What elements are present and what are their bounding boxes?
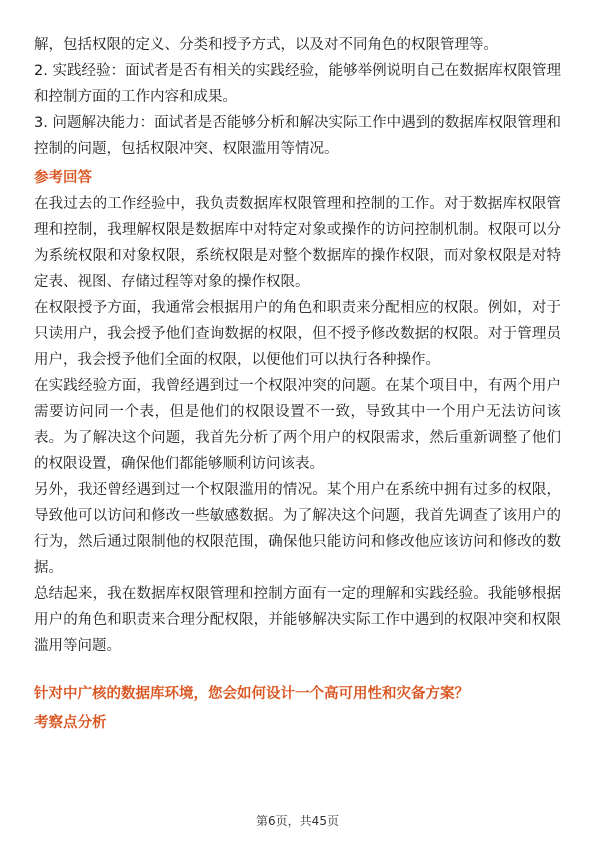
- answer-heading: 参考回答: [34, 170, 92, 186]
- paragraph-continued: 解，包括权限的定义、分类和授予方式，以及对不同角色的权限管理等。: [34, 37, 498, 53]
- answer-paragraph: 总结起来，我在数据库权限管理和控制方面有一定的理解和实践经验。我能够根据用户的角色和职责来合理分配权限，并能够解决实际工作中遇到的权限冲突和权限滥用等问题。: [34, 586, 561, 654]
- paragraph-practice-experience: 2. 实践经验：面试者是否有相关的实践经验，能够举例说明自己在数据库权限管理和控制方面的工作内容和成果。: [34, 63, 561, 105]
- page-footer: 第6页，共45页: [256, 814, 339, 828]
- answer-paragraph: 在权限授予方面，我通常会根据用户的角色和职责来分配相应的权限。例如，对于只读用户，我会授予他们查询数据的权限，但不授予修改数据的权限。对于管理员用户，我会授予他们全面的权限，以便他们可以执行各种操作。: [34, 300, 561, 368]
- answer-paragraph: 另外，我还曾经遇到过一个权限滥用的情况。某个用户在系统中拥有过多的权限，导致他可以访问和修改一些敏感数据。为了解决这个问题，我首先调查了该用户的行为，然后通过限制他的权限范围，确保他只能访问和修改他应该访问和修改的数据。: [34, 482, 561, 576]
- answer-paragraph: 在实践经验方面，我曾经遇到过一个权限冲突的问题。在某个项目中，有两个用户需要访问同一个表，但是他们的权限设置不一致，导致其中一个用户无法访问该表。为了解决这个问题，我首先分析了两个用户的权限需求，然后重新调整了他们的权限设置，确保他们都能够顺利访问该表。: [34, 378, 561, 472]
- document-page: [34, 32, 561, 736]
- analysis-heading: 考察点分析: [34, 715, 107, 731]
- answer-paragraph: 在我过去的工作经验中，我负责数据库权限管理和控制的工作。对于数据库权限管理和控制，我理解权限是数据库中对特定对象或操作的访问控制机制。权限可以分为系统权限和对象权限，系统权限是对整个数据库的操作权限，而对象权限是对特定表、视图、存储过程等对象的操作权限。: [34, 196, 561, 290]
- paragraph-problem-solving: 3. 问题解决能力：面试者是否能够分析和解决实际工作中遇到的数据库权限管理和控制的问题，包括权限冲突、权限滥用等情况。: [34, 115, 561, 157]
- next-question-title: 针对中广核的数据库环境，您会如何设计一个高可用性和灾备方案？: [34, 686, 469, 702]
